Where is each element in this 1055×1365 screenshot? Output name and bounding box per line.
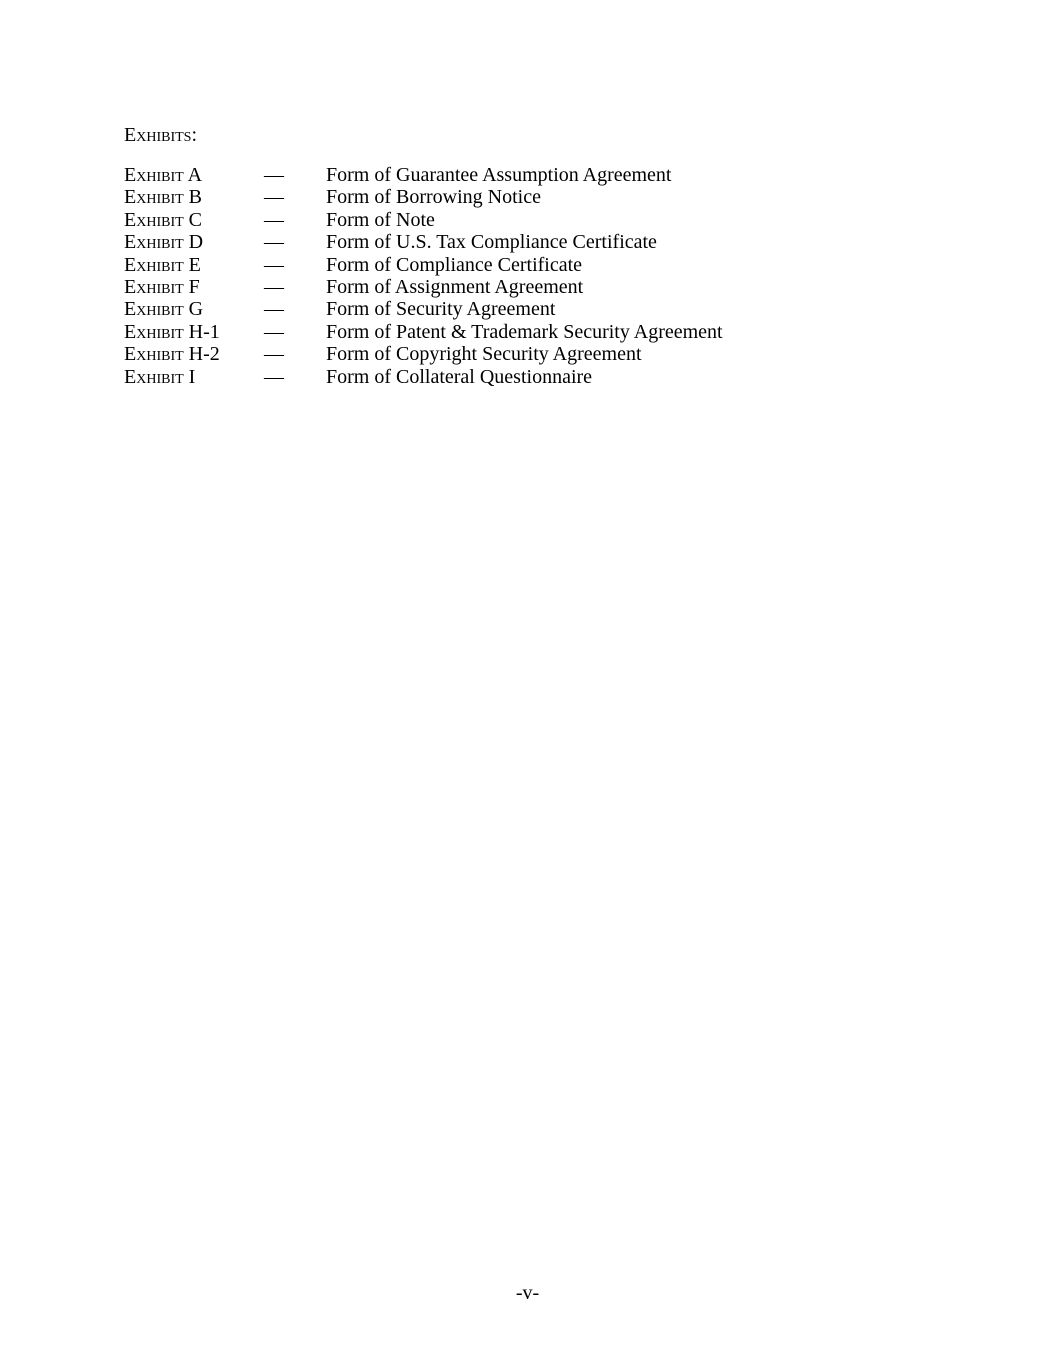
em-dash: — <box>264 320 284 343</box>
exhibit-title: Form of Patent & Trademark Security Agreement <box>326 320 723 343</box>
exhibit-label <box>124 276 200 298</box>
exhibit-word: Exhibit <box>124 164 184 186</box>
exhibit-label <box>124 186 202 208</box>
exhibit-title: Form of Copyright Security Agreement <box>326 343 642 366</box>
exhibit-row <box>124 366 884 388</box>
exhibit-word: Exhibit <box>124 320 184 343</box>
exhibit-title: Form of Note <box>326 208 435 231</box>
exhibit-label <box>124 164 202 186</box>
exhibit-row <box>124 321 884 343</box>
exhibit-title: Form of Guarantee Assumption Agreement <box>326 164 672 186</box>
em-dash: — <box>264 208 284 231</box>
exhibit-title: Form of Assignment Agreement <box>326 275 584 298</box>
exhibit-row <box>124 164 884 186</box>
exhibit-id: D <box>188 231 204 254</box>
em-dash: — <box>264 253 284 276</box>
exhibit-id: A <box>187 164 203 186</box>
exhibit-title: Form of Security Agreement <box>326 298 556 321</box>
exhibit-id: F <box>188 275 200 298</box>
page-number: -v- <box>515 1282 540 1304</box>
exhibit-title: Form of U.S. Tax Compliance Certificate <box>326 231 657 254</box>
exhibit-word: Exhibit <box>124 253 184 276</box>
exhibit-title: Form of Compliance Certificate <box>326 253 583 276</box>
exhibit-row <box>124 276 884 298</box>
exhibit-id: I <box>188 365 196 388</box>
exhibit-row <box>124 231 884 253</box>
exhibit-word: Exhibit <box>124 208 184 231</box>
exhibit-label <box>124 343 220 365</box>
exhibit-id: H-1 <box>188 320 220 343</box>
exhibit-word: Exhibit <box>124 298 184 321</box>
exhibit-row <box>124 298 884 320</box>
em-dash: — <box>264 275 284 298</box>
exhibit-id: C <box>188 208 202 231</box>
exhibit-label <box>124 298 203 320</box>
exhibit-title: Form of Collateral Questionnaire <box>326 365 593 388</box>
exhibit-row <box>124 254 884 276</box>
em-dash: — <box>264 343 284 366</box>
exhibit-word: Exhibit <box>124 275 184 298</box>
exhibit-list <box>124 164 884 388</box>
exhibit-word: Exhibit <box>124 186 184 209</box>
exhibit-label <box>124 209 202 231</box>
exhibit-word: Exhibit <box>124 231 184 254</box>
em-dash: — <box>264 298 284 321</box>
exhibit-row <box>124 343 884 365</box>
exhibit-label <box>124 366 195 388</box>
exhibit-id: B <box>188 186 202 209</box>
exhibit-id: E <box>188 253 201 276</box>
em-dash: — <box>264 186 284 209</box>
exhibit-title: Form of Borrowing Notice <box>326 186 541 209</box>
exhibit-row <box>124 186 884 208</box>
em-dash: — <box>264 231 284 254</box>
exhibit-word: Exhibit <box>124 343 184 366</box>
page-heading: Exhibits: <box>124 124 197 146</box>
exhibit-id: G <box>188 298 204 321</box>
em-dash: — <box>264 164 284 186</box>
exhibit-row <box>124 209 884 231</box>
em-dash: — <box>264 365 284 388</box>
exhibit-label <box>124 321 220 343</box>
exhibit-label <box>124 231 203 253</box>
exhibit-label <box>124 254 201 276</box>
exhibit-id: H-2 <box>188 343 220 366</box>
exhibit-word: Exhibit <box>124 365 184 388</box>
